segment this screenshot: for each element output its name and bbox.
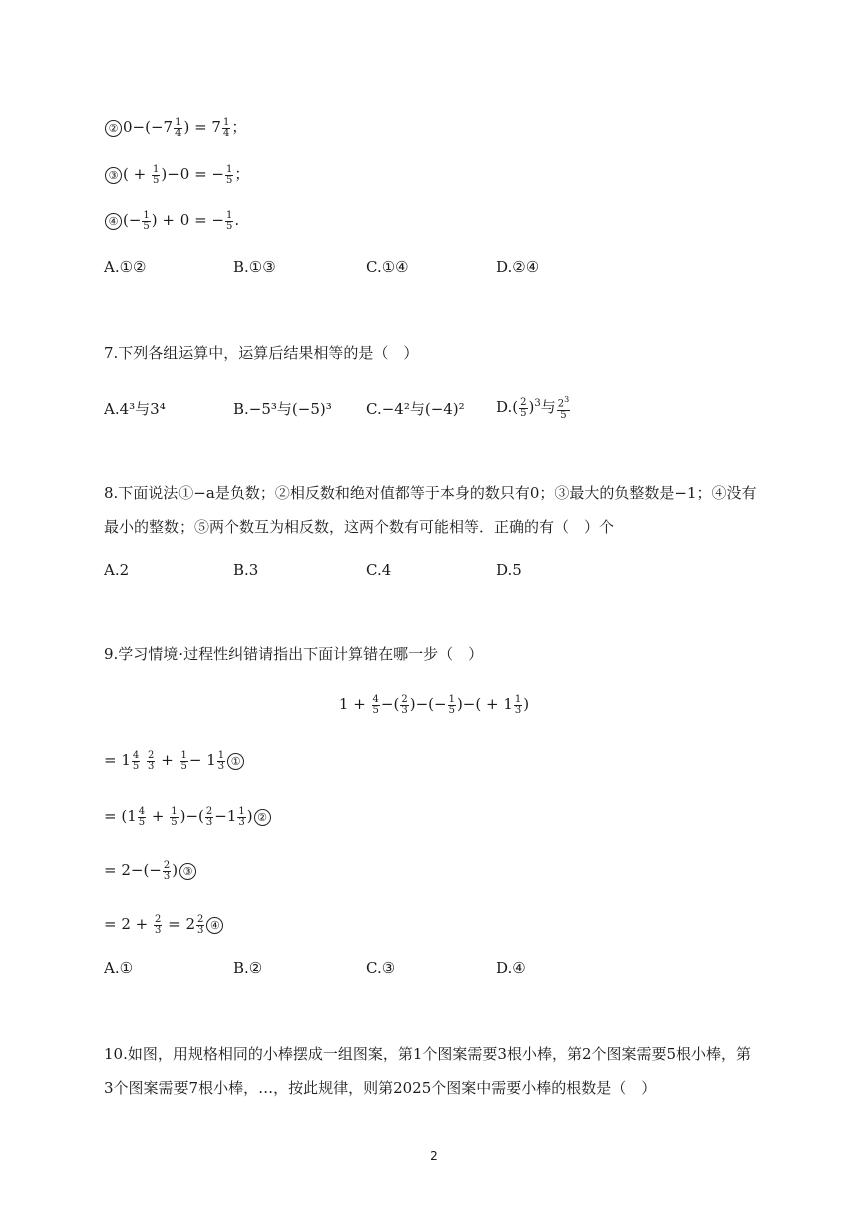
q7-stem: 7.下列各组运算中，运算后结果相等的是（ ） bbox=[104, 344, 419, 362]
item-4: ④ (− $\frac{1}{5}$ ) + 0 = − $\frac{1}{5}$ . bbox=[104, 210, 239, 232]
fraction: $\frac{1}{4}$ bbox=[175, 116, 182, 139]
q8-line2: 最小的整数；⑤两个数互为相反数，这两个数有可能相等．正确的有（ ）个 bbox=[104, 518, 615, 536]
q8-option-b[interactable]: B.3 bbox=[233, 561, 259, 579]
q9-option-d[interactable]: D.④ bbox=[496, 959, 526, 977]
fraction: $\frac{1}{4}$ bbox=[222, 116, 230, 139]
q7-option-d[interactable] bbox=[496, 394, 571, 421]
q9-expression: 1 + $\frac{4}{5}$ −( $\frac{2}{3}$ )−(− $\frac{1}{5}$ )−( + 1 $\frac{1}{3}$ ) bbox=[338, 693, 530, 716]
item-2: ② 0−(−7 $\frac{1}{4}$ ) = 7 $\frac{1}{4}$ ； bbox=[104, 117, 246, 139]
q8-line1: 8.下面说法①−a是负数；②相反数和绝对值都等于本身的数只有0；③最大的负整数是−1；④没有 bbox=[104, 484, 757, 502]
circled-number: ④ bbox=[206, 917, 223, 934]
fraction: $\frac{1}{5}$ bbox=[152, 163, 160, 186]
circled-number: ② bbox=[254, 809, 271, 826]
q10-line2: 3个图案需要7根小棒，…，按此规律，则第2025个图案中需要小棒的根数是（ ） bbox=[104, 1079, 657, 1097]
q6-option-d[interactable]: D.②④ bbox=[496, 258, 540, 276]
circled-number: ③ bbox=[179, 863, 196, 880]
q8-option-d[interactable]: D.5 bbox=[496, 561, 522, 579]
circled-number: ③ bbox=[105, 167, 122, 184]
q9-option-a[interactable]: A.① bbox=[104, 959, 134, 977]
circled-number: ① bbox=[227, 753, 244, 770]
fraction: $\frac{2^3}{5}$ bbox=[557, 395, 570, 421]
q10-line1: 10.如图，用规格相同的小棒摆成一组图案，第1个图案需要3根小棒，第2个图案需要5根小棒，第 bbox=[104, 1045, 752, 1063]
option-label: D. bbox=[496, 398, 513, 416]
connector-text: 与 bbox=[540, 398, 556, 416]
q9-step-3: = 2−(− $\frac{2}{3}$ ) ③ bbox=[104, 860, 197, 882]
fraction: $\frac{1}{5}$ bbox=[225, 209, 233, 232]
q7-option-a[interactable]: A.4³与3⁴ bbox=[104, 400, 166, 418]
q7-option-b[interactable]: B.−5³与(−5)³ bbox=[233, 400, 332, 418]
q9-step-2: = (1 $\frac{4}{5}$ + $\frac{1}{5}$ )−( $\frac{2}{3}$ −1 $\frac{1}{3}$ ) ② bbox=[104, 806, 272, 828]
q8-option-a[interactable]: A.2 bbox=[104, 561, 130, 579]
item-3: ③ ( + $\frac{1}{5}$ )−0 = − $\frac{1}{5}$ ； bbox=[104, 164, 249, 186]
circled-number: ② bbox=[105, 120, 122, 137]
q9-stem: 9.学习情境·过程性纠错请指出下面计算错在哪一步（ ） bbox=[104, 645, 484, 663]
q6-option-c[interactable]: C.①④ bbox=[366, 258, 409, 276]
q6-option-b[interactable]: B.①③ bbox=[233, 258, 276, 276]
q9-option-b[interactable]: B.② bbox=[233, 959, 263, 977]
q9-step-4: = 2 + $\frac{2}{3}$ = 2 $\frac{2}{3}$ ④ bbox=[104, 914, 224, 936]
fraction: $\frac{1}{5}$ bbox=[225, 163, 233, 186]
circled-number: ④ bbox=[105, 213, 122, 230]
q6-option-a[interactable]: A.①② bbox=[104, 258, 147, 276]
q8-option-c[interactable]: C.4 bbox=[366, 561, 392, 579]
page-number: 2 bbox=[430, 1149, 438, 1163]
paren-fraction: ( $\frac{2}{5}$ )$^3$ bbox=[512, 396, 541, 419]
q7-option-c[interactable]: C.−4²与(−4)² bbox=[366, 400, 465, 418]
q9-option-c[interactable]: C.③ bbox=[366, 959, 396, 977]
q9-step-1: = 1 $\frac{4}{5}$ $\frac{2}{3}$ + $\frac{1}{5}$ − 1 $\frac{1}{3}$ ① bbox=[104, 750, 245, 772]
fraction: $\frac{1}{5}$ bbox=[143, 209, 150, 232]
